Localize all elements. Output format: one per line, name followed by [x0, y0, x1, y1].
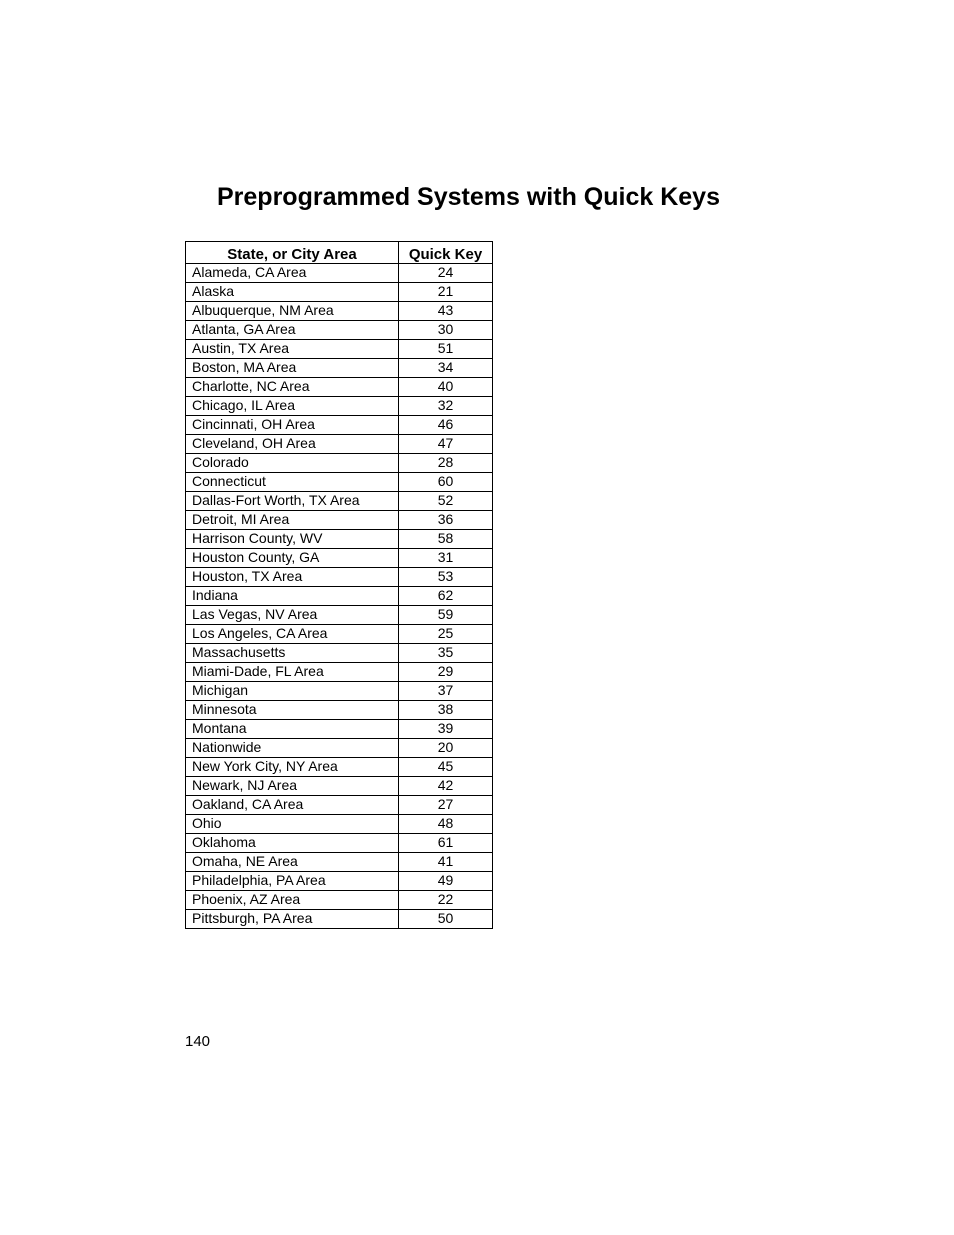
quick-key-cell: 38 — [399, 701, 493, 720]
table-row — [186, 359, 493, 378]
quick-key-cell: 21 — [399, 283, 493, 302]
table-row — [186, 701, 493, 720]
area-cell: Austin, TX Area — [186, 340, 399, 359]
table-row — [186, 283, 493, 302]
quick-key-cell: 30 — [399, 321, 493, 340]
area-cell: Charlotte, NC Area — [186, 378, 399, 397]
area-cell: Cleveland, OH Area — [186, 435, 399, 454]
area-cell: Atlanta, GA Area — [186, 321, 399, 340]
quick-keys-table — [185, 241, 493, 929]
table-row — [186, 663, 493, 682]
quick-key-cell: 58 — [399, 530, 493, 549]
area-cell: Michigan — [186, 682, 399, 701]
quick-key-cell: 34 — [399, 359, 493, 378]
area-cell: Las Vegas, NV Area — [186, 606, 399, 625]
area-cell: Los Angeles, CA Area — [186, 625, 399, 644]
area-cell: Ohio — [186, 815, 399, 834]
table-row — [186, 378, 493, 397]
column-header-area: State, or City Area — [186, 242, 399, 264]
area-cell: Dallas-Fort Worth, TX Area — [186, 492, 399, 511]
table-row — [186, 492, 493, 511]
area-cell: Alaska — [186, 283, 399, 302]
table-row — [186, 720, 493, 739]
quick-key-cell: 32 — [399, 397, 493, 416]
quick-key-cell: 51 — [399, 340, 493, 359]
table-row — [186, 796, 493, 815]
table-row — [186, 473, 493, 492]
table-row — [186, 587, 493, 606]
quick-key-cell: 47 — [399, 435, 493, 454]
quick-key-cell: 62 — [399, 587, 493, 606]
page-number: 140 — [185, 1033, 211, 1050]
quick-key-cell: 31 — [399, 549, 493, 568]
table-row — [186, 321, 493, 340]
table-row — [186, 644, 493, 663]
area-cell: Harrison County, WV — [186, 530, 399, 549]
quick-key-cell: 60 — [399, 473, 493, 492]
quick-key-cell: 29 — [399, 663, 493, 682]
area-cell: Newark, NJ Area — [186, 777, 399, 796]
area-cell: Cincinnati, OH Area — [186, 416, 399, 435]
quick-key-cell: 50 — [399, 910, 493, 929]
area-cell: Boston, MA Area — [186, 359, 399, 378]
area-cell: Massachusetts — [186, 644, 399, 663]
quick-key-cell: 37 — [399, 682, 493, 701]
area-cell: Pittsburgh, PA Area — [186, 910, 399, 929]
quick-key-cell: 40 — [399, 378, 493, 397]
table-body — [186, 264, 493, 929]
quick-key-cell: 61 — [399, 834, 493, 853]
table-row — [186, 568, 493, 587]
table-row — [186, 340, 493, 359]
quick-key-cell: 59 — [399, 606, 493, 625]
quick-key-cell: 28 — [399, 454, 493, 473]
area-cell: Oakland, CA Area — [186, 796, 399, 815]
table-row — [186, 834, 493, 853]
quick-keys-table-container — [185, 241, 492, 929]
quick-key-cell: 24 — [399, 264, 493, 283]
area-cell: Minnesota — [186, 701, 399, 720]
page-title: Preprogrammed Systems with Quick Keys — [217, 183, 720, 211]
quick-key-cell: 27 — [399, 796, 493, 815]
area-cell: Albuquerque, NM Area — [186, 302, 399, 321]
area-cell: Montana — [186, 720, 399, 739]
quick-key-cell: 46 — [399, 416, 493, 435]
quick-key-cell: 35 — [399, 644, 493, 663]
table-row — [186, 682, 493, 701]
quick-key-cell: 39 — [399, 720, 493, 739]
area-cell: Omaha, NE Area — [186, 853, 399, 872]
table-row — [186, 511, 493, 530]
table-row — [186, 454, 493, 473]
table-row — [186, 625, 493, 644]
quick-key-cell: 53 — [399, 568, 493, 587]
table-row — [186, 910, 493, 929]
area-cell: Houston, TX Area — [186, 568, 399, 587]
table-row — [186, 758, 493, 777]
table-row — [186, 530, 493, 549]
area-cell: Miami-Dade, FL Area — [186, 663, 399, 682]
table-row — [186, 777, 493, 796]
quick-key-cell: 42 — [399, 777, 493, 796]
quick-key-cell: 48 — [399, 815, 493, 834]
table-row — [186, 397, 493, 416]
table-row — [186, 606, 493, 625]
table-row — [186, 302, 493, 321]
area-cell: Indiana — [186, 587, 399, 606]
table-row — [186, 815, 493, 834]
table-row — [186, 416, 493, 435]
table-row — [186, 264, 493, 283]
quick-key-cell: 36 — [399, 511, 493, 530]
quick-key-cell: 25 — [399, 625, 493, 644]
table-row — [186, 549, 493, 568]
quick-key-cell: 22 — [399, 891, 493, 910]
area-cell: Philadelphia, PA Area — [186, 872, 399, 891]
quick-key-cell: 45 — [399, 758, 493, 777]
quick-key-cell: 20 — [399, 739, 493, 758]
quick-key-cell: 43 — [399, 302, 493, 321]
table-row — [186, 853, 493, 872]
table-row — [186, 435, 493, 454]
column-header-quick-key: Quick Key — [399, 242, 493, 264]
area-cell: Oklahoma — [186, 834, 399, 853]
area-cell: New York City, NY Area — [186, 758, 399, 777]
area-cell: Colorado — [186, 454, 399, 473]
area-cell: Chicago, IL Area — [186, 397, 399, 416]
area-cell: Nationwide — [186, 739, 399, 758]
quick-key-cell: 52 — [399, 492, 493, 511]
area-cell: Alameda, CA Area — [186, 264, 399, 283]
area-cell: Phoenix, AZ Area — [186, 891, 399, 910]
quick-key-cell: 49 — [399, 872, 493, 891]
quick-key-cell: 41 — [399, 853, 493, 872]
area-cell: Houston County, GA — [186, 549, 399, 568]
area-cell: Connecticut — [186, 473, 399, 492]
table-row — [186, 872, 493, 891]
table-row — [186, 739, 493, 758]
area-cell: Detroit, MI Area — [186, 511, 399, 530]
table-header-row — [186, 242, 493, 264]
table-row — [186, 891, 493, 910]
